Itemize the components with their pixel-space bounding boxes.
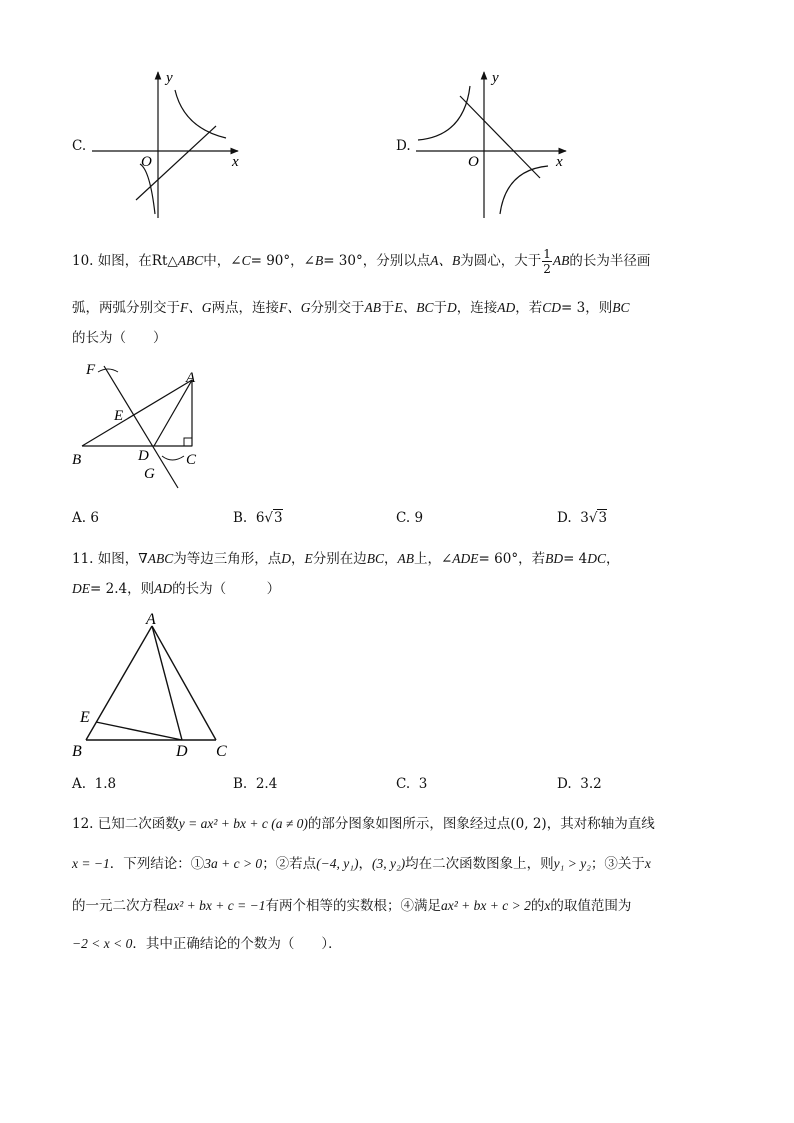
x-label: x	[232, 154, 239, 170]
q11-option-c[interactable]: C. 3	[396, 776, 428, 792]
q11-option-a[interactable]: A. 1.8	[72, 776, 117, 792]
label-b: B	[72, 452, 82, 468]
q12-line-4: −2 < x < 0．其中正确结论的个数为（ ）．	[72, 936, 342, 952]
option-c-label: C.	[72, 138, 87, 154]
label-c: C	[216, 743, 227, 760]
q10-line-2: 弧，两弧分别交于F、G两点，连接F、G分别交于AB于E、BC于D，连接AD，若CD= 3，则BC	[72, 300, 630, 316]
label-b: B	[72, 743, 82, 760]
hyperbola-branch-1	[418, 86, 470, 140]
x-label: x	[556, 154, 563, 170]
segment-ac	[152, 626, 216, 740]
y-label: y	[166, 70, 173, 86]
q11-line-2: DE= 2.4，则AD的长为（ ）	[72, 581, 281, 597]
q11-figure	[68, 606, 238, 762]
line-fg	[104, 366, 178, 488]
label-f: F	[86, 362, 96, 378]
q10-line-3: 的长为（ ）	[72, 330, 167, 346]
q12-line-3: 的一元二次方程ax² + bx + c = −1有两个相等的实数根；④满足ax² + bx + c > 2的x的取值范围为	[72, 898, 632, 914]
segment-de	[96, 722, 182, 740]
segment-ab	[86, 626, 152, 740]
q11-option-b[interactable]: B. 2.4	[233, 776, 278, 792]
y-label: y	[492, 70, 499, 86]
origin-label: O	[141, 154, 152, 170]
q12-line-2: x = −1．下列结论：①3a + c > 0；②若点(−4, y₁)，(3, y₂)均在二次函数图象上，则y₁ > y₂；③关于x	[72, 856, 651, 872]
fraction-one-half: $\frac{1}{2}$	[543, 247, 551, 276]
q12-line-1: 12. 已知二次函数y = ax² + bx + c (a ≠ 0)的部分图象如图所示，图象经过点(0, 2)，其对称轴为直线	[72, 816, 655, 832]
origin-label: O	[468, 154, 479, 170]
q10-option-b[interactable]: B. 6√3	[233, 510, 283, 526]
segment-ad	[152, 626, 182, 740]
graph-option-c	[88, 66, 248, 226]
q10-line-1: 10. 如图，在Rt△ABC中，∠C= 90°，∠B= 30°，分别以点A、B为圆心，大于 $\frac{1}{2}$ AB的长为半径画	[72, 247, 651, 276]
q10-option-d[interactable]: D. 3√3	[557, 510, 608, 526]
label-d: D	[138, 448, 149, 464]
right-angle-mark	[184, 438, 192, 446]
hyperbola-branch-1	[175, 90, 226, 138]
segment-ad	[154, 380, 192, 446]
graph-option-d	[412, 66, 572, 226]
label-a: A	[186, 370, 196, 386]
q10-option-a[interactable]: A. 6	[72, 510, 99, 526]
option-d-label: D.	[396, 138, 411, 154]
label-d: D	[176, 743, 188, 760]
q11-line-1: 11. 如图，∇ABC为等边三角形，点D，E分别在边BC，AB上，∠ADE= 60°，若BD= 4DC，	[72, 551, 620, 567]
label-g: G	[144, 466, 155, 482]
hyperbola-branch-2	[500, 166, 548, 214]
segment-ab	[82, 380, 192, 446]
label-a: A	[146, 611, 156, 628]
label-c: C	[186, 452, 197, 468]
arc-g	[162, 456, 184, 460]
q10-figure	[66, 356, 216, 496]
label-e: E	[114, 408, 124, 424]
label-e: E	[80, 709, 90, 726]
q11-option-d[interactable]: D. 3.2	[557, 776, 602, 792]
q10-option-c[interactable]: C. 9	[396, 510, 424, 526]
